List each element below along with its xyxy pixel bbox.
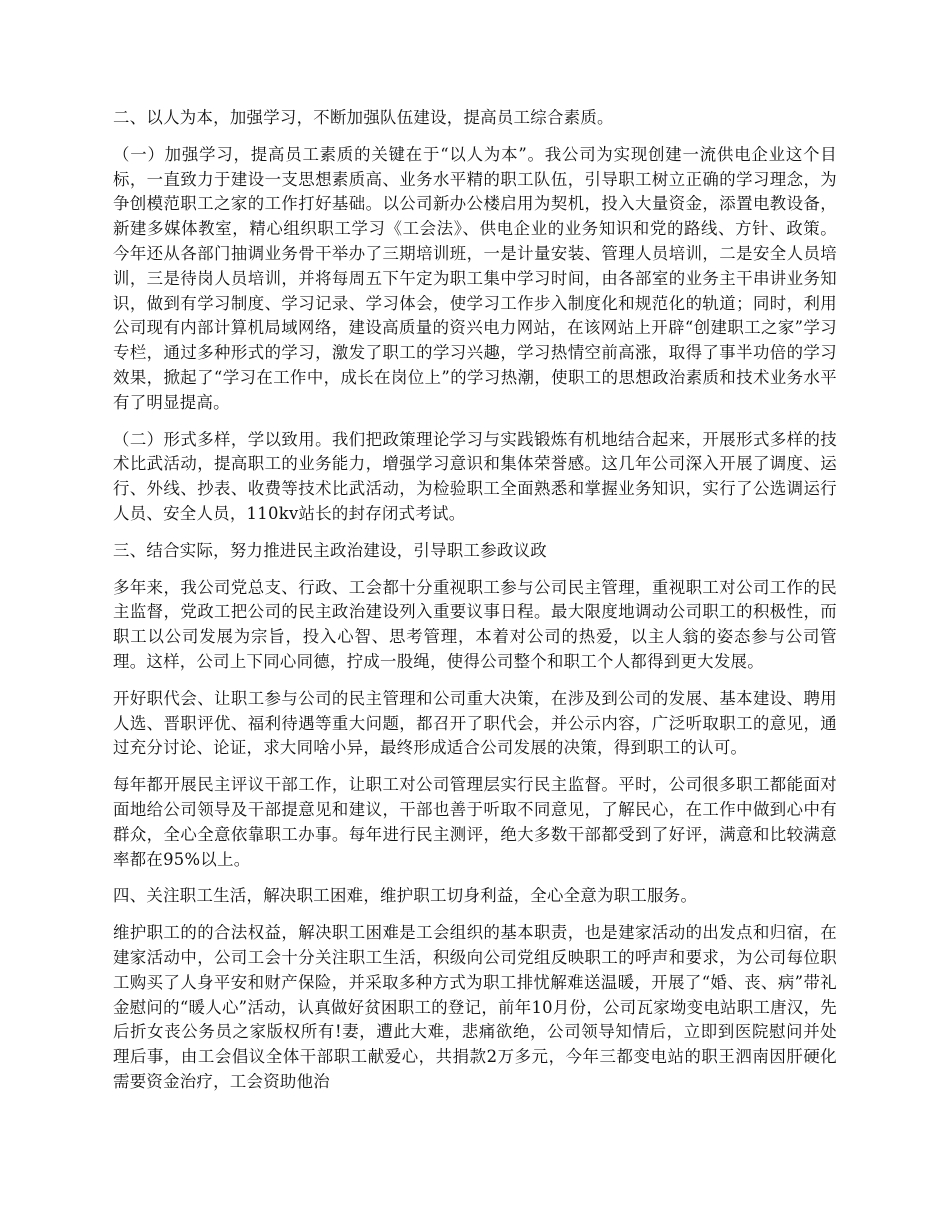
paragraph-worker-welfare: 维护职工的的合法权益，解决职工困难是工会组织的基本职责，也是建家活动的出发点和归宿，在建家活动中，公司工会十分关注职工生活，积级向公司党组反映职工的呼声和要求，为公司每位职工购买了人身平安和财产保险，并采取多种方式为职工排忧解难送温暖，开展了“婚、丧、病”带礼金慰问的“暖人心”活动，认真做好贫困职工的登记，前年10月份，公司瓦家坳变电站职工唐汉，先后折女丧公务员之家版权所有!妻，遭此大难，悲痛欲绝，公司领导知情后，立即到医院慰问并处理后事，由工会倡议全体干部职工献爱心，共捐款2万多元，今年三都变电站的职王泗南因肝硬化需要资金治疗，工会资助他治 (113, 923, 837, 1091)
paragraph-democratic-management: 多年来，我公司党总支、行政、工会都十分重视职工参与公司民主管理，重视职工对公司工作的民主监督，党政工把公司的民主政治建设列入重要议事日程。最大限度地调动公司职工的积极性，而职工以公司发展为宗旨，投入心智、思考管理，本着对公司的热爱，以主人翁的姿态参与公司管理。这样，公司上下同心同德，拧成一股绳，使得公司整个和职工个人都得到更大发展。 (113, 577, 837, 671)
paragraph-learning: （一）加强学习，提高员工素质的关键在于“以人为本”。我公司为实现创建一流供电企业这个目标，一直致力于建设一支思想素质高、业务水平精的职工队伍，引导职工树立正确的学习理念，为争创模范职工之家的工作打好基础。以公司新办公楼启用为契机，投入大量资金，添置电教设备，新建多媒体教室，精心组织职工学习《工会法》、供电企业的业务知识和党的路线、方针、政策。今年还从各部门抽调业务骨干举办了三期培训班，一是计量安装、管理人员培训，二是安全人员培训，三是待岗人员培训，并将每周五下午定为职工集中学习时间，由各部室的业务主干串讲业务知识，做到有学习制度、学习记录、学习体会，使学习工作步入制度化和规范化的轨道；同时，利用公司现有内部计算机局域网络，建设高质量的资兴电力网站，在该网站上开辟“创建职工之家”学习专栏，通过多种形式的学习，激发了职工的学习兴趣，学习热情空前高涨，取得了事半功倍的学习效果，掀起了“学习在工作中，成长在岗位上”的学习热潮，使职工的思想政治素质和技术业务水平有了明显提高。 (113, 144, 837, 412)
section-heading-4: 四、关注职工生活，解决职工困难，维护职工切身利益，全心全意为职工服务。 (113, 886, 698, 906)
section-heading-2: 二、以人为本，加强学习，不断加强队伍建设，提高员工综合素质。 (113, 108, 614, 127)
paragraph-workers-congress: 开好职代会、让职工参与公司的民主管理和公司重大决策，在涉及到公司的发展、基本建设、聘用人选、晋职评优、福利待遇等重大问题，都召开了职代会，并公示内容，广泛听取职工的意见，通过充分讨论、论证，求大同啥小异，最终形成适合公司发展的决策，得到职工的认可。 (113, 688, 837, 758)
paragraph-cadre-evaluation: 每年都开展民主评议干部工作，让职工对公司管理层实行民主监督。平时，公司很多职工都能面对面地给公司领导及干部提意见和建议，干部也善于听取不同意见，了解民心，在工作中做到心中有群众，全心全意依靠职工办事。每年进行民主测评，绝大多数干部都受到了好评，满意和比较满意率都在95%以上。 (113, 775, 837, 869)
paragraph-diverse-forms: （二）形式多样，学以致用。我们把政策理论学习与实践锻炼有机地结合起来，开展形式多样的技术比武活动，提高职工的业务能力，增强学习意识和集体荣誉感。这几年公司深入开展了调度、运行、外线、抄表、收费等技术比武活动，为检验职工全面熟悉和掌握业务知识，实行了公选调运行人员、安全人员，110kv站长的封存闭式考试。 (113, 429, 837, 523)
document-page (113, 106, 837, 1107)
section-heading-3: 三、结合实际，努力推进民主政治建设，引导职工参政议政 (113, 540, 547, 560)
